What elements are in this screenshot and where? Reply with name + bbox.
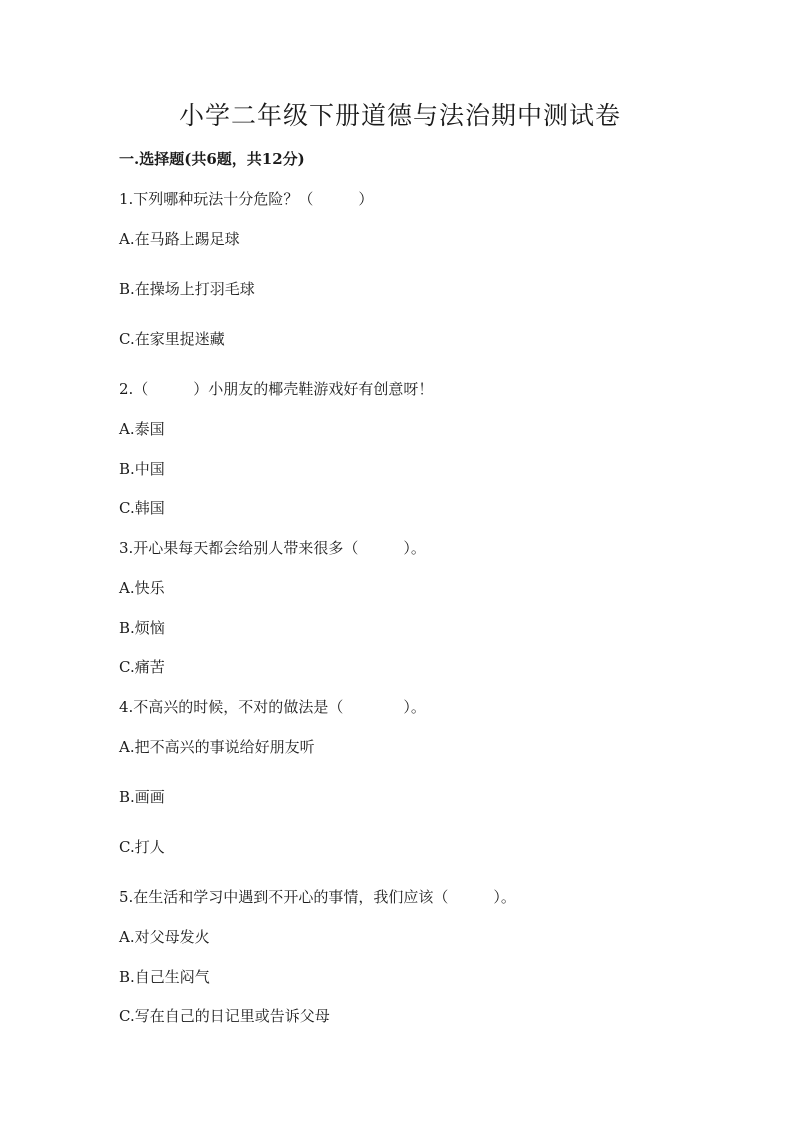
- option-3b: B.烦恼: [119, 619, 165, 637]
- question-stem-1: 1.下列哪种玩法十分危险？（ ）: [119, 190, 374, 208]
- section-heading: 一.选择题(共6题，共12分): [119, 150, 305, 168]
- option-5b: B.自己生闷气: [119, 968, 210, 986]
- option-2a: A.泰国: [119, 420, 165, 438]
- option-4c: C.打人: [119, 838, 165, 856]
- option-5c: C.写在自己的日记里或告诉父母: [119, 1007, 330, 1025]
- question-stem-5: 5.在生活和学习中遇到不开心的事情，我们应该（ ）。: [119, 888, 516, 906]
- option-1c: C.在家里捉迷藏: [119, 330, 225, 348]
- option-3c: C.痛苦: [119, 658, 165, 676]
- option-4b: B.画画: [119, 788, 165, 806]
- option-1a: A.在马路上踢足球: [119, 230, 240, 248]
- option-2c: C.韩国: [119, 499, 165, 517]
- question-stem-4: 4.不高兴的时候，不对的做法是（ ）。: [119, 698, 426, 716]
- option-5a: A.对父母发火: [119, 928, 210, 946]
- page-title: 小学二年级下册道德与法治期中测试卷: [178, 101, 621, 130]
- option-4a: A.把不高兴的事说给好朋友听: [119, 738, 315, 756]
- option-1b: B.在操场上打羽毛球: [119, 280, 255, 298]
- option-3a: A.快乐: [119, 579, 165, 597]
- question-stem-2: 2.（ ）小朋友的椰壳鞋游戏好有创意呀！: [119, 380, 434, 398]
- option-2b: B.中国: [119, 460, 165, 478]
- question-stem-3: 3.开心果每天都会给别人带来很多（ ）。: [119, 539, 426, 557]
